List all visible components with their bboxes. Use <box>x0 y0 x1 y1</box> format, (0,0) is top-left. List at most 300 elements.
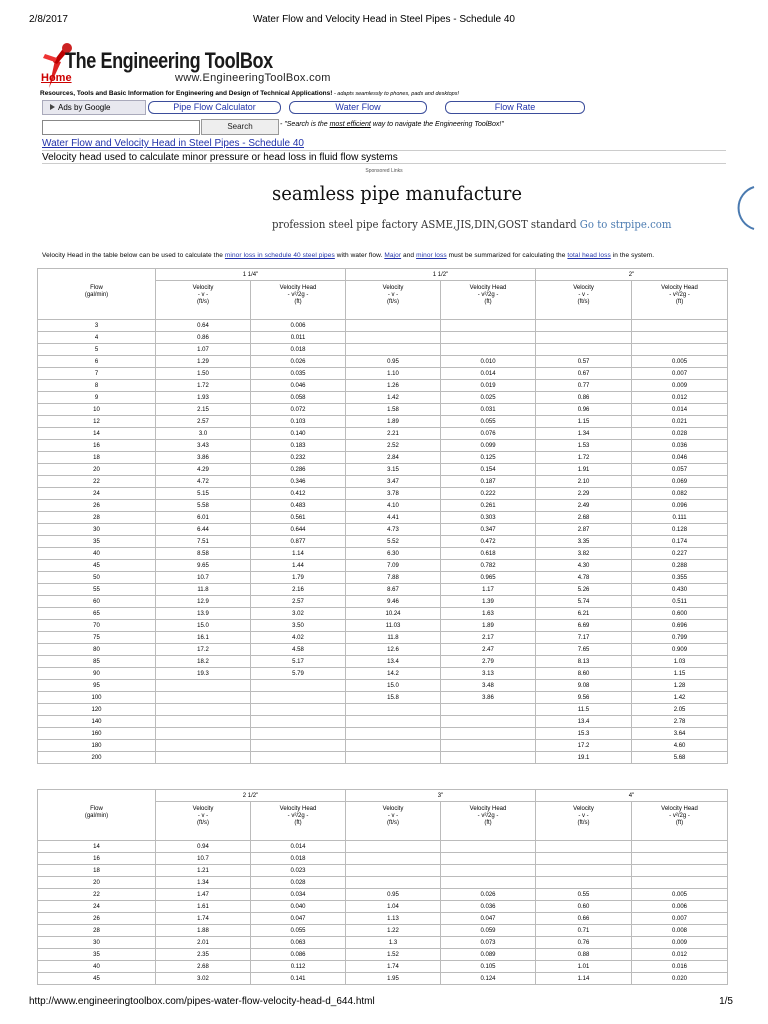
value-cell: 0.286 <box>251 464 346 476</box>
value-cell <box>632 320 728 332</box>
flow-cell: 14 <box>38 841 156 853</box>
value-cell: 9.56 <box>536 692 632 704</box>
ad-cta[interactable]: Go to strpipe.com <box>579 218 672 231</box>
print-page-number: 1/5 <box>719 996 733 1007</box>
value-cell: 2.68 <box>156 961 251 973</box>
value-cell: 0.141 <box>251 973 346 985</box>
value-cell: 1.52 <box>346 949 441 961</box>
value-cell: 2.57 <box>251 596 346 608</box>
head-header-line: Velocity Head <box>661 285 698 291</box>
intro-part: Velocity Head in the table below can be used to calculate the <box>42 252 225 259</box>
table-row <box>38 500 728 512</box>
value-cell: 1.34 <box>156 877 251 889</box>
table-row <box>38 913 728 925</box>
table-row <box>38 512 728 524</box>
value-cell: 2.57 <box>156 416 251 428</box>
table-row <box>38 865 728 877</box>
head-header-line: (ft) <box>675 299 684 305</box>
value-cell <box>441 865 536 877</box>
flow-header-line: Flow <box>90 285 103 291</box>
ads-label: Ads by Google <box>58 103 111 112</box>
flow-cell: 45 <box>38 560 156 572</box>
value-cell: 4.41 <box>346 512 441 524</box>
value-cell: 0.010 <box>441 356 536 368</box>
value-cell: 1.13 <box>346 913 441 925</box>
head-header-line: - v²/2g - <box>477 813 499 819</box>
head-column-header <box>251 802 346 841</box>
value-cell: 1.95 <box>346 973 441 985</box>
value-cell: 0.014 <box>632 404 728 416</box>
head-header-line: (ft) <box>484 820 492 826</box>
value-cell: 0.055 <box>251 925 346 937</box>
value-cell: 1.74 <box>346 961 441 973</box>
site-tagline <box>40 90 459 97</box>
minor-loss-link[interactable]: minor loss in schedule 40 steel pipes <box>224 252 335 259</box>
head-header-line: Velocity Head <box>469 806 507 812</box>
value-cell: 1.89 <box>346 416 441 428</box>
flow-cell: 70 <box>38 620 156 632</box>
value-cell: 2.05 <box>632 704 728 716</box>
value-cell: 2.10 <box>536 476 632 488</box>
nav-pipe-flow-calculator[interactable]: Pipe Flow Calculator <box>148 101 281 114</box>
value-cell: 0.909 <box>632 644 728 656</box>
value-cell: 0.96 <box>536 404 632 416</box>
value-cell: 2.01 <box>156 937 251 949</box>
value-cell <box>441 853 536 865</box>
value-cell: 6.21 <box>536 608 632 620</box>
value-cell <box>536 320 632 332</box>
value-cell: 4.58 <box>251 644 346 656</box>
value-cell: 15.3 <box>536 728 632 740</box>
head-column-header <box>251 281 346 320</box>
print-url: http://www.engineeringtoolbox.com/pipes-water-flow-velocity-head-d_644.html <box>29 996 375 1007</box>
value-cell: 1.53 <box>536 440 632 452</box>
value-cell: 5.17 <box>251 656 346 668</box>
flow-cell: 75 <box>38 632 156 644</box>
major-loss-link[interactable]: Major <box>384 252 402 259</box>
flow-cell: 7 <box>38 368 156 380</box>
value-cell <box>251 740 346 752</box>
value-cell: 1.28 <box>632 680 728 692</box>
value-cell: 7.88 <box>346 572 441 584</box>
value-cell: 1.61 <box>156 901 251 913</box>
value-cell <box>536 332 632 344</box>
value-cell <box>346 716 441 728</box>
value-cell <box>441 332 536 344</box>
value-cell: 0.069 <box>632 476 728 488</box>
table-row <box>38 380 728 392</box>
value-cell: 9.08 <box>536 680 632 692</box>
value-cell: 0.021 <box>632 416 728 428</box>
value-cell: 0.103 <box>251 416 346 428</box>
table-row <box>38 668 728 680</box>
value-cell: 0.347 <box>441 524 536 536</box>
value-cell: 8.13 <box>536 656 632 668</box>
velocity-column-header <box>346 802 441 841</box>
value-cell <box>441 320 536 332</box>
value-cell: 0.096 <box>632 500 728 512</box>
table-row <box>38 416 728 428</box>
value-cell: 1.79 <box>251 572 346 584</box>
value-cell <box>156 740 251 752</box>
value-cell <box>632 853 728 865</box>
velocity-header-line: - v - <box>197 813 209 819</box>
search-hint <box>280 121 504 128</box>
pipe-size-header: 1 1/4" <box>156 269 346 281</box>
value-cell: 4.10 <box>346 500 441 512</box>
value-cell: 1.04 <box>346 901 441 913</box>
value-cell: 0.006 <box>632 901 728 913</box>
flow-header-line: (gal/min) <box>84 292 109 298</box>
ad-headline[interactable]: seamless pipe manufacture <box>272 181 523 205</box>
value-cell: 0.60 <box>536 901 632 913</box>
value-cell: 0.154 <box>441 464 536 476</box>
value-cell: 1.72 <box>156 380 251 392</box>
value-cell: 2.47 <box>441 644 536 656</box>
table-row <box>38 488 728 500</box>
ads-by-google-button[interactable] <box>42 100 146 115</box>
table-row <box>38 368 728 380</box>
search-button[interactable]: Search <box>201 119 279 135</box>
value-cell: 11.03 <box>346 620 441 632</box>
value-cell <box>536 344 632 356</box>
value-cell: 10.7 <box>156 853 251 865</box>
flow-cell: 28 <box>38 925 156 937</box>
value-cell: 0.063 <box>251 937 346 949</box>
value-cell: 17.2 <box>156 644 251 656</box>
value-cell <box>251 728 346 740</box>
velocity-header-line: (ft/s) <box>387 820 400 826</box>
table-row <box>38 464 728 476</box>
flow-cell: 26 <box>38 913 156 925</box>
table-row <box>38 596 728 608</box>
table-row <box>38 644 728 656</box>
size-header-row <box>38 790 728 802</box>
value-cell <box>441 704 536 716</box>
play-triangle-icon <box>50 104 55 110</box>
tagline-note: - adapts seamlessly to phones, pads and desktops! <box>332 91 459 97</box>
value-cell: 0.040 <box>251 901 346 913</box>
value-cell <box>346 728 441 740</box>
value-cell: 0.012 <box>632 392 728 404</box>
value-cell: 1.07 <box>156 344 251 356</box>
value-cell: 1.21 <box>156 865 251 877</box>
value-cell: 0.046 <box>632 452 728 464</box>
value-cell: 5.58 <box>156 500 251 512</box>
value-cell: 3.86 <box>441 692 536 704</box>
value-cell: 0.026 <box>251 356 346 368</box>
velocity-header-line: Velocity <box>382 285 404 291</box>
value-cell: 1.15 <box>536 416 632 428</box>
value-cell <box>156 704 251 716</box>
value-cell: 10.7 <box>156 572 251 584</box>
ad-body[interactable] <box>272 218 671 231</box>
value-cell: 0.618 <box>441 548 536 560</box>
velocity-header-line: (ft/s) <box>197 820 209 826</box>
value-cell: 0.644 <box>251 524 346 536</box>
value-cell: 3.48 <box>441 680 536 692</box>
value-cell: 0.183 <box>251 440 346 452</box>
value-cell <box>346 320 441 332</box>
value-cell: 4.60 <box>632 740 728 752</box>
flow-cell: 24 <box>38 901 156 913</box>
value-cell: 0.035 <box>251 368 346 380</box>
table-row <box>38 632 728 644</box>
value-cell: 0.007 <box>632 913 728 925</box>
value-cell: 2.87 <box>536 524 632 536</box>
breadcrumb[interactable]: Water Flow and Velocity Head in Steel Pipes - Schedule 40 <box>42 138 304 149</box>
velocity-header-line: Velocity <box>192 285 214 291</box>
sponsored-links-label: Sponsored Links <box>365 168 403 174</box>
velocity-header-line: Velocity <box>382 806 404 812</box>
intro-part: in the system. <box>610 252 655 259</box>
value-cell: 1.15 <box>632 668 728 680</box>
table-row <box>38 692 728 704</box>
value-cell: 0.64 <box>156 320 251 332</box>
velocity-header-line: Velocity <box>573 285 594 291</box>
flow-cell: 95 <box>38 680 156 692</box>
table-row <box>38 853 728 865</box>
value-cell: 2.16 <box>251 584 346 596</box>
value-cell: 1.88 <box>156 925 251 937</box>
table-row <box>38 704 728 716</box>
value-cell: 0.125 <box>441 452 536 464</box>
value-cell: 0.028 <box>251 877 346 889</box>
intro-part: with water flow. <box>334 252 385 259</box>
value-cell: 0.57 <box>536 356 632 368</box>
value-cell: 1.39 <box>441 596 536 608</box>
value-cell: 0.95 <box>346 356 441 368</box>
table-row <box>38 548 728 560</box>
value-cell: 0.174 <box>632 536 728 548</box>
velocity-header-line: (ft/s) <box>577 820 590 826</box>
velocity-header-line: (ft/s) <box>577 299 590 305</box>
home-link[interactable]: Home <box>41 72 72 84</box>
velocity-column-header <box>536 802 632 841</box>
value-cell <box>632 344 728 356</box>
value-cell: 7.17 <box>536 632 632 644</box>
flow-cell: 22 <box>38 476 156 488</box>
table-row <box>38 656 728 668</box>
table-row <box>38 584 728 596</box>
search-input[interactable] <box>42 120 200 135</box>
pipe-size-header: 2" <box>536 269 728 281</box>
value-cell: 19.1 <box>536 752 632 764</box>
value-cell <box>441 740 536 752</box>
value-cell: 2.78 <box>632 716 728 728</box>
velocity-head-table-1 <box>37 268 728 764</box>
head-header-line: - v²/2g - <box>669 813 690 819</box>
value-cell <box>156 680 251 692</box>
search-hint-post: way to navigate the Engineering ToolBox!" <box>370 121 504 128</box>
value-cell: 0.355 <box>632 572 728 584</box>
flow-cell: 20 <box>38 877 156 889</box>
value-cell <box>346 853 441 865</box>
site-name: The Engineering ToolBox <box>65 48 273 73</box>
value-cell: 11.8 <box>156 584 251 596</box>
flow-cell: 65 <box>38 608 156 620</box>
value-cell: 17.2 <box>536 740 632 752</box>
value-cell <box>632 877 728 889</box>
velocity-column-header <box>536 281 632 320</box>
value-cell <box>346 704 441 716</box>
value-cell: 0.111 <box>632 512 728 524</box>
value-cell: 3.86 <box>156 452 251 464</box>
value-cell: 1.47 <box>156 889 251 901</box>
value-cell <box>441 752 536 764</box>
value-cell: 0.66 <box>536 913 632 925</box>
nav-water-flow[interactable]: Water Flow <box>289 101 427 114</box>
total-head-loss-link[interactable]: total head loss <box>567 252 611 259</box>
table-row <box>38 740 728 752</box>
value-cell: 8.60 <box>536 668 632 680</box>
value-cell: 8.67 <box>346 584 441 596</box>
value-cell: 3.47 <box>346 476 441 488</box>
velocity-header-line: - v - <box>387 292 399 298</box>
value-cell: 1.26 <box>346 380 441 392</box>
velocity-head-table-2 <box>37 789 728 985</box>
value-cell <box>536 865 632 877</box>
flow-cell: 30 <box>38 524 156 536</box>
pipe-size-header: 2 1/2" <box>156 790 346 802</box>
flow-cell: 4 <box>38 332 156 344</box>
value-cell: 7.09 <box>346 560 441 572</box>
value-cell: 1.89 <box>441 620 536 632</box>
head-header-line: (ft) <box>484 299 492 305</box>
value-cell: 1.17 <box>441 584 536 596</box>
head-column-header <box>632 802 728 841</box>
table-row <box>38 877 728 889</box>
value-cell <box>632 332 728 344</box>
value-cell: 3.02 <box>251 608 346 620</box>
print-date: 2/8/2017 <box>29 14 68 25</box>
value-cell: 3.35 <box>536 536 632 548</box>
value-cell: 13.4 <box>346 656 441 668</box>
value-cell: 3.13 <box>441 668 536 680</box>
value-cell: 3.82 <box>536 548 632 560</box>
head-header-line: (ft) <box>294 299 302 305</box>
value-cell <box>251 680 346 692</box>
value-cell: 5.74 <box>536 596 632 608</box>
table-row <box>38 901 728 913</box>
value-cell: 0.099 <box>441 440 536 452</box>
flow-cell: 16 <box>38 853 156 865</box>
flow-cell: 40 <box>38 961 156 973</box>
flow-cell: 18 <box>38 452 156 464</box>
ad-arrow-icon[interactable] <box>716 185 756 231</box>
value-cell <box>346 865 441 877</box>
table-row <box>38 680 728 692</box>
value-cell: 2.52 <box>346 440 441 452</box>
table-row <box>38 560 728 572</box>
value-cell: 0.67 <box>536 368 632 380</box>
nav-flow-rate[interactable]: Flow Rate <box>445 101 585 114</box>
value-cell: 1.63 <box>441 608 536 620</box>
value-cell <box>156 752 251 764</box>
value-cell <box>346 841 441 853</box>
value-cell: 0.014 <box>251 841 346 853</box>
minor-loss-link-2[interactable]: minor loss <box>416 252 447 259</box>
value-cell: 12.9 <box>156 596 251 608</box>
flow-cell: 35 <box>38 949 156 961</box>
flow-cell: 35 <box>38 536 156 548</box>
value-cell: 13.4 <box>536 716 632 728</box>
value-cell: 0.86 <box>536 392 632 404</box>
value-cell: 0.430 <box>632 584 728 596</box>
table-row <box>38 536 728 548</box>
head-header-line: Velocity Head <box>279 806 317 812</box>
value-cell: 0.261 <box>441 500 536 512</box>
table-row <box>38 716 728 728</box>
value-cell: 0.112 <box>251 961 346 973</box>
site-logo[interactable] <box>35 40 375 92</box>
value-cell: 4.78 <box>536 572 632 584</box>
value-cell <box>251 716 346 728</box>
value-cell <box>346 752 441 764</box>
value-cell: 0.086 <box>251 949 346 961</box>
value-cell: 2.17 <box>441 632 536 644</box>
head-column-header <box>632 281 728 320</box>
pipe-size-header: 3" <box>346 790 536 802</box>
value-cell: 3.0 <box>156 428 251 440</box>
flow-cell: 3 <box>38 320 156 332</box>
table-row <box>38 404 728 416</box>
value-cell: 0.047 <box>441 913 536 925</box>
value-cell: 0.055 <box>441 416 536 428</box>
flow-cell: 60 <box>38 596 156 608</box>
value-cell: 5.79 <box>251 668 346 680</box>
head-header-line: - v²/2g - <box>477 292 499 298</box>
value-cell: 0.877 <box>251 536 346 548</box>
value-cell: 10.24 <box>346 608 441 620</box>
velocity-header-line: Velocity <box>573 806 594 812</box>
table-row <box>38 961 728 973</box>
value-cell: 1.93 <box>156 392 251 404</box>
value-cell: 1.34 <box>536 428 632 440</box>
value-cell: 1.29 <box>156 356 251 368</box>
value-cell: 4.02 <box>251 632 346 644</box>
head-column-header <box>441 802 536 841</box>
value-cell: 0.034 <box>251 889 346 901</box>
flow-cell: 90 <box>38 668 156 680</box>
value-cell: 0.222 <box>441 488 536 500</box>
value-cell: 9.46 <box>346 596 441 608</box>
value-cell: 0.346 <box>251 476 346 488</box>
value-cell: 0.412 <box>251 488 346 500</box>
value-cell: 0.799 <box>632 632 728 644</box>
value-cell: 0.76 <box>536 937 632 949</box>
value-cell: 1.01 <box>536 961 632 973</box>
value-cell: 11.5 <box>536 704 632 716</box>
table-row <box>38 752 728 764</box>
flow-cell: 24 <box>38 488 156 500</box>
value-cell <box>441 877 536 889</box>
value-cell: 7.65 <box>536 644 632 656</box>
flow-cell: 28 <box>38 512 156 524</box>
value-cell: 0.187 <box>441 476 536 488</box>
head-header-line: Velocity Head <box>661 806 698 812</box>
head-header-line: (ft) <box>675 820 684 826</box>
value-cell: 4.73 <box>346 524 441 536</box>
value-cell: 0.105 <box>441 961 536 973</box>
value-cell: 4.30 <box>536 560 632 572</box>
value-cell: 6.01 <box>156 512 251 524</box>
value-cell: 6.30 <box>346 548 441 560</box>
value-cell: 0.047 <box>251 913 346 925</box>
value-cell: 0.005 <box>632 889 728 901</box>
flow-header <box>38 269 156 320</box>
value-cell <box>536 877 632 889</box>
